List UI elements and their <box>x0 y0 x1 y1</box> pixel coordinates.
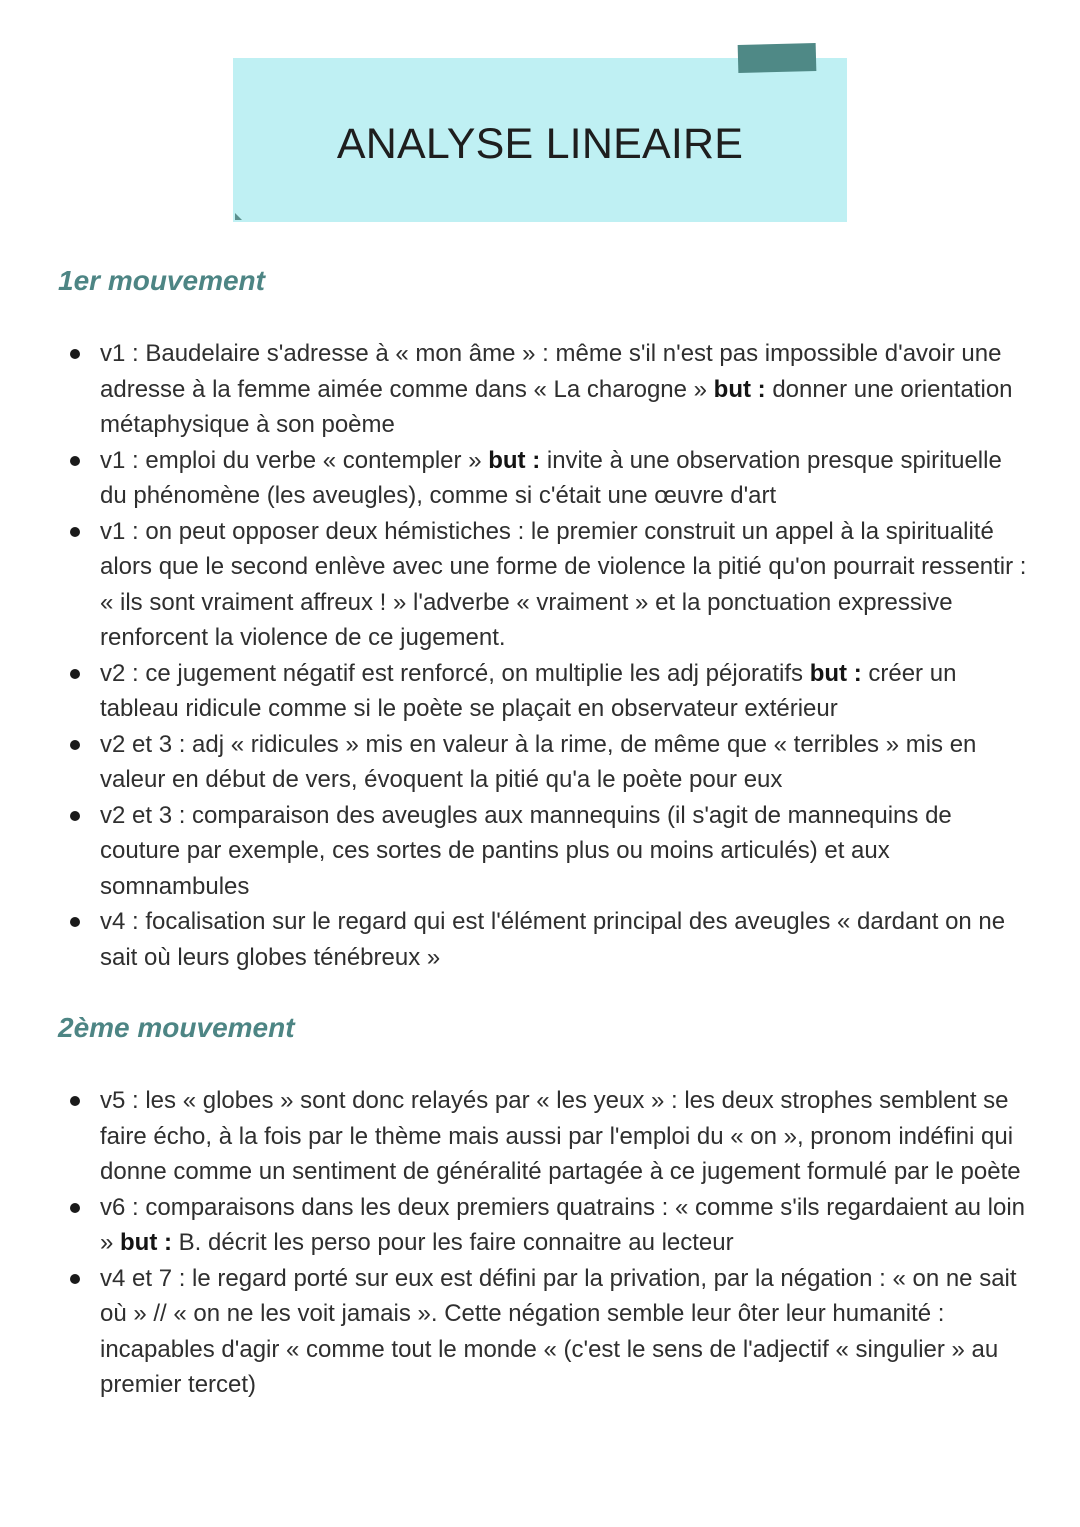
list-item: v4 et 7 : le regard porté sur eux est défini par la privation, par la négation : « on ne sait où » // « on ne les voit jamais ». Cette négation semble leur ôter leur humanité : incapables d'agir « comme tout le monde « (c'est le sens de l'adjectif « singulier » au premier tercet) <box>60 1261 1035 1403</box>
list-item: v2 et 3 : adj « ridicules » mis en valeur à la rime, de même que « terribles » mis en valeur en début de vers, évoquent la pitié qu'a le poète pour eux <box>60 727 1035 798</box>
folded-corner <box>235 213 242 220</box>
section-1-list <box>60 336 1035 975</box>
section-heading-1: 1er mouvement <box>58 265 265 296</box>
list-item: v2 : ce jugement négatif est renforcé, on multiplie les adj péjoratifs but : créer un tableau ridicule comme si le poète se plaçait en observateur extérieur <box>60 656 1035 727</box>
section-2-list <box>60 1083 1035 1403</box>
page-title: ANALYSE LINEAIRE <box>336 120 744 168</box>
list-item: v5 : les « globes » sont donc relayés par « les yeux » : les deux strophes semblent se faire écho, à la fois par le thème mais aussi par l'emploi du « on », pronom indéfini qui donne comme un sentiment de généralité partagée à ce jugement formulé par le poète <box>60 1083 1035 1190</box>
list-item: v6 : comparaisons dans les deux premiers quatrains : « comme s'ils regardaient au loin » but : B. décrit les perso pour les faire connaitre au lecteur <box>60 1190 1035 1261</box>
list-item: v1 : emploi du verbe « contempler » but : invite à une observation presque spirituelle du phénomène (les aveugles), comme si c'était une œuvre d'art <box>60 443 1035 514</box>
section-heading-2: 2ème mouvement <box>58 1012 295 1043</box>
list-item: v2 et 3 : comparaison des aveugles aux mannequins (il s'agit de mannequins de couture par exemple, ces sortes de pantins plus ou moins articulés) et aux somnambules <box>60 798 1035 905</box>
list-item: v1 : Baudelaire s'adresse à « mon âme » : même s'il n'est pas impossible d'avoir une adresse à la femme aimée comme dans « La charogne » but : donner une orientation métaphysique à son poème <box>60 336 1035 443</box>
list-item: v1 : on peut opposer deux hémistiches : le premier construit un appel à la spiritualité alors que le second enlève avec une forme de violence la pitié qu'on pourrait ressentir : « ils sont vraiment affreux ! » l'adverbe « vraiment » et la ponctuation expressive renforcent la violence de ce jugement. <box>60 514 1035 656</box>
tape-decoration <box>738 43 817 73</box>
list-item: v4 : focalisation sur le regard qui est l'élément principal des aveugles « dardant on ne sait où leurs globes ténébreux » <box>60 904 1035 975</box>
